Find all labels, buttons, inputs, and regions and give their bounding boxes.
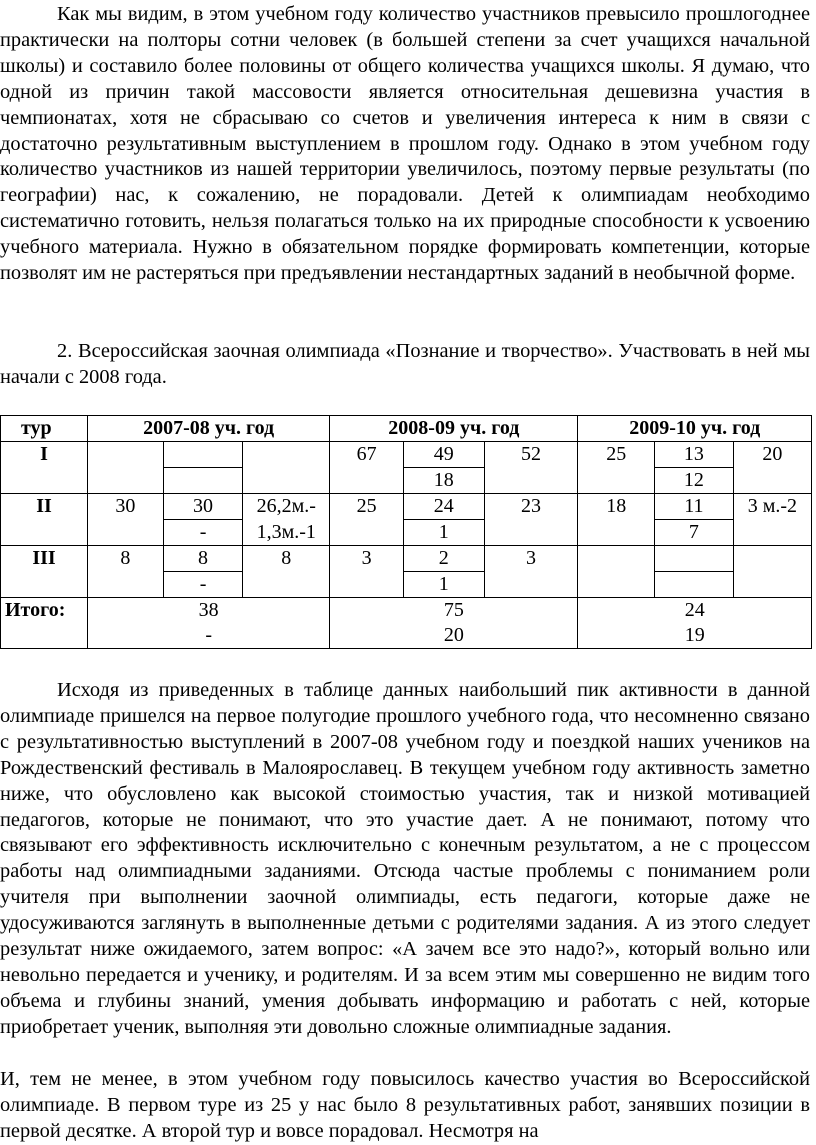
paragraph-participation-analysis: Как мы видим, в этом учебном году количество участников превысило прошлогоднее практически на полторы сотни человек (в большей степени за счет учащихся начальной школы) и составило более половины от общего количества учащихся школы. Я думаю, что одной из причин такой массовости является относительная дешевизна участия в чемпионатах, хотя не сбрасываю со счетов и увеличения интереса к ним в связи с достаточно результативным выступлением в прошлом году. Однако в этом учебном году количество участников из нашей территории увеличилось, поэтому первые результаты (по географии) нас, к сожалению, не порадовали. Детей к олимпиадам необходимо систематично готовить, нельзя полагаться только на их природные способности к усвоению учебного материала. Нужно в обязательном порядке формировать компетенции, которые позволят им не растеряться при предъявлении нестандартных заданий в необычной форме. bbox=[0, 3, 810, 285]
table-cell bbox=[243, 442, 330, 494]
table-cell bbox=[578, 546, 655, 598]
table-cell: 11 bbox=[655, 494, 734, 520]
table-cell: 25 bbox=[330, 494, 404, 546]
table-cell: 20 bbox=[733, 442, 811, 494]
table-row-tour-1 bbox=[1, 442, 812, 468]
table-cell: 19 bbox=[578, 623, 812, 649]
table-row-tour-2 bbox=[1, 494, 812, 520]
table-cell: 1 bbox=[404, 520, 485, 546]
table-cell: 38 bbox=[88, 598, 330, 624]
table-cell: 3 м.-2 bbox=[733, 494, 811, 546]
tour-label: I bbox=[1, 442, 88, 494]
table-cell: 7 bbox=[655, 520, 734, 546]
table-row-total-sub bbox=[1, 623, 812, 649]
table-cell: 8 bbox=[163, 546, 243, 572]
table-cell: 67 bbox=[330, 442, 404, 494]
table-cell: 26,2м.- bbox=[243, 494, 330, 520]
header-2007-08: 2007-08 уч. год bbox=[88, 416, 330, 442]
table-cell: 30 bbox=[88, 494, 164, 546]
table-cell: - bbox=[163, 520, 243, 546]
total-label: Итого: bbox=[1, 598, 88, 649]
table-cell: 75 bbox=[330, 598, 578, 624]
table-cell: 1,3м.-1 bbox=[243, 520, 330, 546]
table-cell: 3 bbox=[484, 546, 578, 598]
tour-label: III bbox=[1, 546, 88, 598]
table-cell: 12 bbox=[655, 468, 734, 494]
table-cell: 1 bbox=[404, 572, 485, 598]
table-cell: 8 bbox=[88, 546, 164, 598]
table-cell bbox=[655, 572, 734, 598]
table-cell: 13 bbox=[655, 442, 734, 468]
table-cell: 18 bbox=[578, 494, 655, 546]
paragraph-quality-improvement: И, тем не менее, в этом учебном году повысилось качество участия во Всероссийской олимпиаде. В первом туре из 25 у нас было 8 результативных работ, занявших позиции в первой десятке. А второй тур и вовсе порадовал. Несмотря на bbox=[0, 1068, 810, 1142]
table-cell: - bbox=[163, 572, 243, 598]
paragraph-activity-analysis: Исходя из приведенных в таблице данных наибольший пик активности в данной олимпиаде пришелся на первое полугодие прошлого учебного года, что несомненно связано с результативностью выступлений в 2007-08 учебном году и поездкой наших учеников на Рождественский фестиваль в Малоярославец. В текущем учебном году активность заметно ниже, что обусловлено как высокой стоимостью участия, так и низкой мотивацией педагогов, которые не понимают, что это участие дает. А не понимают, потому что связывают его эффективность исключительно с конечным результатом, а не с процессом работы над олимпиадными заданиями. Отсюда частые проблемы с пониманием роли учителя при выполнении заочной олимпиады, есть педагоги, которые даже не удосуживаются заглянуть в выполненные детьми с родителями задания. А из этого следует результат ниже ожидаемого, затем вопрос: «А зачем все это надо?», который вольно или невольно передается и ученику, и родителям. И за всем этим мы совершенно не видим того объема и глубины знаний, умения добывать информацию и работать с ней, которые приобретает ученик, выполняя эти довольно сложные олимпиадные задания. bbox=[0, 679, 810, 1038]
table-cell bbox=[88, 442, 164, 494]
header-tur: тур bbox=[1, 416, 88, 442]
table-cell bbox=[163, 468, 243, 494]
header-2009-10: 2009-10 уч. год bbox=[578, 416, 812, 442]
table-cell bbox=[733, 546, 811, 598]
table-cell: 20 bbox=[330, 623, 578, 649]
olympiad-results-table bbox=[0, 415, 812, 649]
table-cell bbox=[163, 442, 243, 468]
table-header-row bbox=[1, 416, 812, 442]
table-cell: 49 bbox=[404, 442, 485, 468]
table-cell: 18 bbox=[404, 468, 485, 494]
paragraph-olympiad-intro: 2. Всероссийская заочная олимпиада «Познание и творчество». Участвовать в ней мы начали с 2008 года. bbox=[0, 340, 810, 388]
header-2008-09: 2008-09 уч. год bbox=[330, 416, 578, 442]
tour-label: II bbox=[1, 494, 88, 546]
table-cell: 3 bbox=[330, 546, 404, 598]
table-cell: - bbox=[88, 623, 330, 649]
table-cell: 52 bbox=[484, 442, 578, 494]
table-cell: 24 bbox=[404, 494, 485, 520]
table-row-total bbox=[1, 598, 812, 624]
table-cell: 24 bbox=[578, 598, 812, 624]
table-cell: 8 bbox=[243, 546, 330, 598]
table-cell: 25 bbox=[578, 442, 655, 494]
table-cell: 23 bbox=[484, 494, 578, 546]
table-cell: 30 bbox=[163, 494, 243, 520]
table-cell: 2 bbox=[404, 546, 485, 572]
table-row-tour-3 bbox=[1, 546, 812, 572]
table-cell bbox=[655, 546, 734, 572]
